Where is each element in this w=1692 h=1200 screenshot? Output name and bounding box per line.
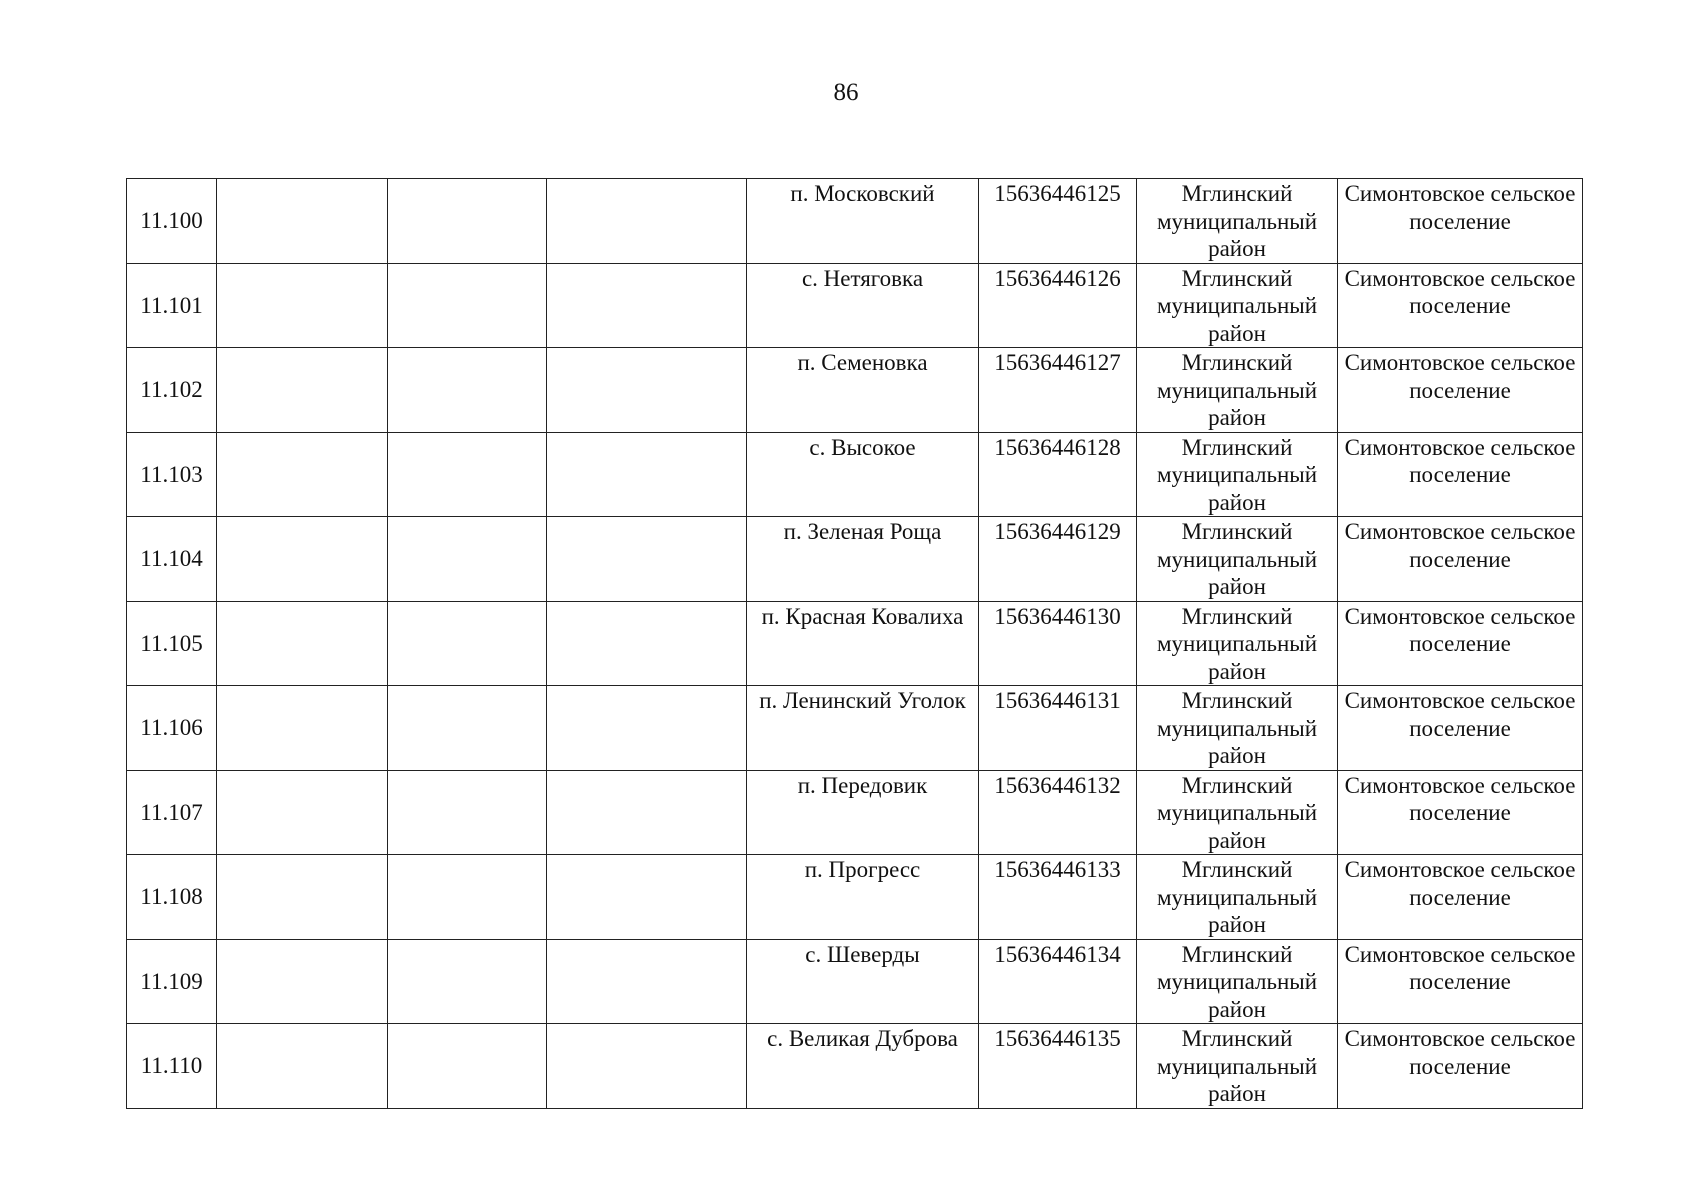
locality-name: п. Ленинский Уголок [747, 686, 979, 771]
blank-cell [388, 686, 547, 771]
rural-settlement: Симонтовское сельское поселение [1338, 770, 1583, 855]
blank-cell [547, 939, 747, 1024]
oktmo-code: 15636446125 [979, 179, 1137, 264]
blank-cell [547, 348, 747, 433]
registry-table [126, 178, 1583, 1109]
locality-name: п. Московский [747, 179, 979, 264]
row-number: 11.107 [127, 770, 217, 855]
rural-settlement: Симонтовское сельское поселение [1338, 263, 1583, 348]
blank-cell [547, 1024, 747, 1109]
municipal-district: Мглинский муниципальный район [1137, 1024, 1338, 1109]
blank-cell [217, 855, 388, 940]
municipal-district: Мглинский муниципальный район [1137, 770, 1338, 855]
locality-name: п. Красная Ковалиха [747, 601, 979, 686]
blank-cell [547, 517, 747, 602]
rural-settlement: Симонтовское сельское поселение [1338, 855, 1583, 940]
locality-name: с. Шеверды [747, 939, 979, 1024]
blank-cell [388, 770, 547, 855]
row-number: 11.101 [127, 263, 217, 348]
blank-cell [388, 601, 547, 686]
blank-cell [547, 770, 747, 855]
rural-settlement: Симонтовское сельское поселение [1338, 179, 1583, 264]
blank-cell [388, 179, 547, 264]
rural-settlement: Симонтовское сельское поселение [1338, 348, 1583, 433]
oktmo-code: 15636446131 [979, 686, 1137, 771]
blank-cell [547, 263, 747, 348]
oktmo-code: 15636446135 [979, 1024, 1137, 1109]
rural-settlement: Симонтовское сельское поселение [1338, 686, 1583, 771]
table-row [127, 855, 1583, 940]
municipal-district: Мглинский муниципальный район [1137, 432, 1338, 517]
municipal-district: Мглинский муниципальный район [1137, 348, 1338, 433]
row-number: 11.110 [127, 1024, 217, 1109]
row-number: 11.104 [127, 517, 217, 602]
locality-name: п. Передовик [747, 770, 979, 855]
oktmo-code: 15636446133 [979, 855, 1137, 940]
blank-cell [388, 263, 547, 348]
municipal-district: Мглинский муниципальный район [1137, 686, 1338, 771]
oktmo-code: 15636446134 [979, 939, 1137, 1024]
oktmo-code: 15636446128 [979, 432, 1137, 517]
row-number: 11.106 [127, 686, 217, 771]
table-row [127, 1024, 1583, 1109]
locality-name: с. Нетяговка [747, 263, 979, 348]
table-row [127, 348, 1583, 433]
row-number: 11.103 [127, 432, 217, 517]
municipal-district: Мглинский муниципальный район [1137, 263, 1338, 348]
row-number: 11.100 [127, 179, 217, 264]
blank-cell [217, 348, 388, 433]
rural-settlement: Симонтовское сельское поселение [1338, 601, 1583, 686]
blank-cell [217, 939, 388, 1024]
table-row [127, 179, 1583, 264]
table-row [127, 601, 1583, 686]
rural-settlement: Симонтовское сельское поселение [1338, 432, 1583, 517]
locality-name: п. Зеленая Роща [747, 517, 979, 602]
row-number: 11.102 [127, 348, 217, 433]
oktmo-code: 15636446129 [979, 517, 1137, 602]
rural-settlement: Симонтовское сельское поселение [1338, 517, 1583, 602]
municipal-district: Мглинский муниципальный район [1137, 939, 1338, 1024]
blank-cell [388, 855, 547, 940]
table-row [127, 770, 1583, 855]
row-number: 11.105 [127, 601, 217, 686]
blank-cell [217, 770, 388, 855]
table-row [127, 686, 1583, 771]
blank-cell [547, 432, 747, 517]
oktmo-code: 15636446126 [979, 263, 1137, 348]
locality-name: п. Прогресс [747, 855, 979, 940]
blank-cell [547, 686, 747, 771]
oktmo-code: 15636446130 [979, 601, 1137, 686]
blank-cell [388, 1024, 547, 1109]
table-row [127, 939, 1583, 1024]
blank-cell [217, 1024, 388, 1109]
oktmo-code: 15636446132 [979, 770, 1137, 855]
oktmo-code: 15636446127 [979, 348, 1137, 433]
blank-cell [217, 179, 388, 264]
municipal-district: Мглинский муниципальный район [1137, 179, 1338, 264]
table-row [127, 263, 1583, 348]
table-row [127, 517, 1583, 602]
blank-cell [217, 517, 388, 602]
blank-cell [388, 348, 547, 433]
blank-cell [388, 517, 547, 602]
page-number: 86 [833, 79, 859, 106]
blank-cell [388, 939, 547, 1024]
blank-cell [547, 179, 747, 264]
locality-name: с. Высокое [747, 432, 979, 517]
blank-cell [217, 432, 388, 517]
registry-body [127, 179, 1583, 1109]
locality-name: п. Семеновка [747, 348, 979, 433]
rural-settlement: Симонтовское сельское поселение [1338, 939, 1583, 1024]
rural-settlement: Симонтовское сельское поселение [1338, 1024, 1583, 1109]
blank-cell [217, 263, 388, 348]
blank-cell [217, 601, 388, 686]
blank-cell [547, 855, 747, 940]
municipal-district: Мглинский муниципальный район [1137, 601, 1338, 686]
table-row [127, 432, 1583, 517]
row-number: 11.109 [127, 939, 217, 1024]
municipal-district: Мглинский муниципальный район [1137, 517, 1338, 602]
municipal-district: Мглинский муниципальный район [1137, 855, 1338, 940]
blank-cell [217, 686, 388, 771]
blank-cell [547, 601, 747, 686]
row-number: 11.108 [127, 855, 217, 940]
blank-cell [388, 432, 547, 517]
locality-name: с. Великая Дуброва [747, 1024, 979, 1109]
